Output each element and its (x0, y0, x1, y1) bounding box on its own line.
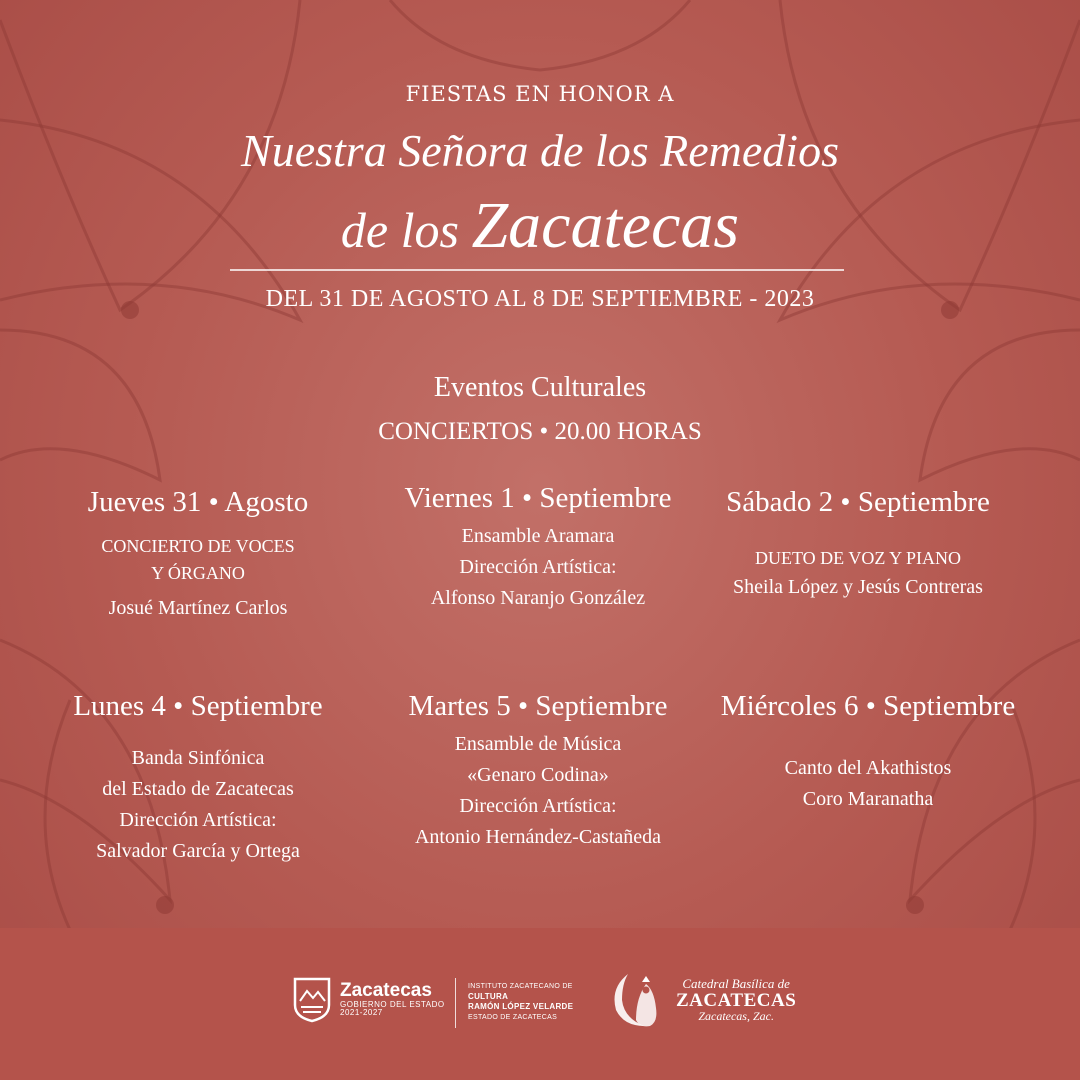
institute-line: RAMÓN LÓPEZ VELARDE (468, 1002, 574, 1011)
event-detail: Banda Sinfónica (131, 747, 265, 769)
event-day: Jueves 31 • Agosto (87, 486, 309, 518)
event-card (698, 690, 1038, 815)
event-detail: DUETO DE VOZ Y PIANO (755, 548, 961, 568)
festival-dates: DEL 31 DE AGOSTO AL 8 DE SEPTIEMBRE - 2023 (265, 286, 815, 312)
event-performer: Salvador García y Ortega (96, 840, 300, 862)
gov-logo-years: 2021-2027 (340, 1007, 383, 1017)
institute-line: INSTITUTO ZACATECANO DE (468, 983, 573, 990)
cathedral-line-3: Zacatecas, Zac. (698, 1009, 774, 1024)
event-detail: CONCIERTO DE VOCES (101, 536, 295, 556)
title-line-1: Nuestra Señora de los Remedios (241, 125, 839, 176)
logo-separator (455, 978, 456, 1028)
event-detail: Dirección Artística: (459, 795, 617, 817)
event-detail: «Genaro Codina» (467, 764, 609, 786)
shield-icon (292, 975, 332, 1023)
virgin-image-icon (606, 968, 670, 1032)
event-detail: Ensamble Aramara (461, 525, 615, 547)
event-detail: Ensamble de Música (454, 733, 622, 755)
cathedral-line-1: Catedral Basílica de (682, 975, 790, 991)
event-day: Lunes 4 • Septiembre (73, 690, 323, 722)
event-performer: Josué Martínez Carlos (108, 597, 288, 619)
event-detail: del Estado de Zacatecas (102, 778, 294, 800)
event-day: Miércoles 6 • Septiembre (720, 690, 1016, 722)
institute-line: CULTURA (468, 991, 509, 1001)
event-performer: Antonio Hernández-Castañeda (414, 826, 661, 848)
institute-line: ESTADO DE ZACATECAS (468, 1013, 558, 1021)
title-line-2 (0, 188, 1080, 264)
title-line-2-small: de los (340, 202, 459, 258)
cathedral-line-2: ZACATECAS (676, 989, 797, 1011)
event-detail: Dirección Artística: (119, 809, 277, 831)
event-performer: Sheila López y Jesús Contreras (733, 576, 983, 598)
pre-title: FIESTAS EN HONOR A (405, 82, 675, 106)
event-performer: Coro Maranatha (802, 788, 934, 810)
event-detail: Canto del Akathistos (784, 757, 952, 779)
event-card (28, 690, 368, 867)
event-day: Viernes 1 • Septiembre (404, 482, 672, 514)
gobierno-zacatecas-logo (292, 975, 445, 1023)
title-divider (230, 269, 844, 271)
gov-logo-sub: GOBIERNO DEL ESTADO (340, 999, 445, 1009)
section-subheading: CONCIERTOS • 20.00 HORAS (378, 418, 702, 445)
event-detail: Dirección Artística: (459, 556, 617, 578)
event-card (368, 690, 708, 853)
instituto-cultura-logo (468, 982, 573, 1022)
gov-logo-name: Zacatecas (340, 979, 432, 1001)
event-card (368, 482, 708, 614)
event-card (688, 486, 1028, 603)
event-detail: Y ÓRGANO (151, 563, 245, 583)
event-performer: Alfonso Naranjo González (430, 587, 646, 609)
catedral-logo (606, 968, 796, 1032)
title-line-2-big: Zacatecas (471, 189, 740, 262)
section-heading: Eventos Culturales (433, 372, 647, 403)
event-day: Sábado 2 • Septiembre (726, 486, 990, 518)
event-card (28, 486, 368, 624)
event-day: Martes 5 • Septiembre (408, 690, 668, 722)
